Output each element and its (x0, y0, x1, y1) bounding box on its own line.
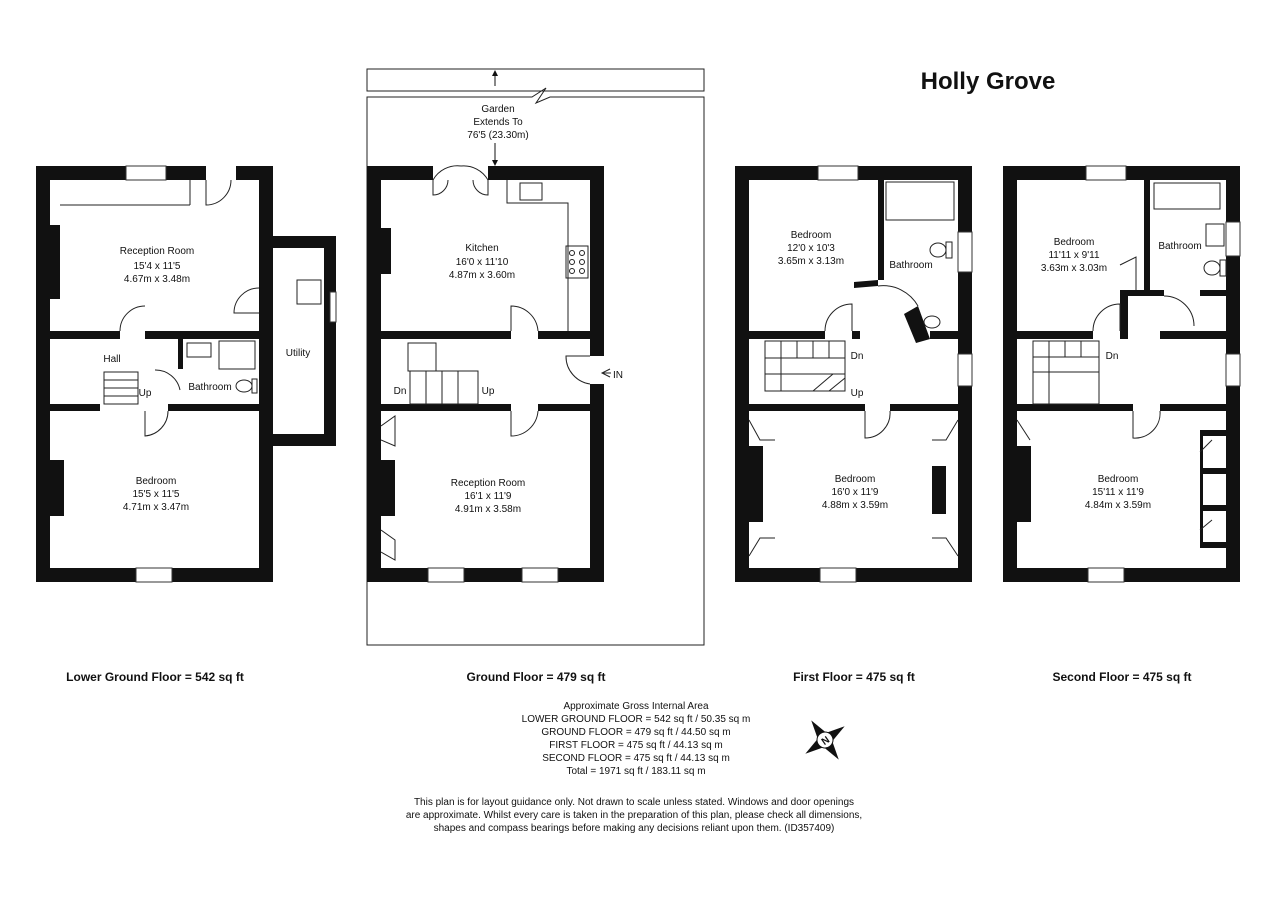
area-line-ground: GROUND FLOOR = 479 sq ft / 44.50 sq m (541, 727, 731, 738)
ff-up-label: Up (850, 388, 864, 399)
lg-bathroom-label: Bathroom (188, 382, 232, 393)
lg-up-label: Up (138, 388, 152, 399)
second-floor-label: Second Floor = 475 sq ft (1052, 670, 1192, 684)
gf-reception-metric: 4.91m x 3.58m (454, 504, 522, 515)
ff-bathroom-label: Bathroom (889, 260, 933, 271)
ground-floor-label: Ground Floor = 479 sq ft (466, 670, 606, 684)
ff-bedroom-front-metric: 4.88m x 3.59m (821, 500, 889, 511)
gf-dn-label: Dn (393, 386, 407, 397)
gf-kitchen-imperial: 16'0 x 11'10 (455, 257, 509, 268)
ground-floor-plan (367, 69, 704, 645)
gf-kitchen-name: Kitchen (465, 243, 499, 254)
lower-ground-floor-plan (36, 166, 336, 582)
first-floor-plan (735, 166, 972, 582)
sf-bedroom-front-imperial: 15'11 x 11'9 (1092, 487, 1144, 498)
ff-bedroom-front-name: Bedroom (834, 474, 876, 485)
compass-icon (792, 707, 859, 774)
lg-bedroom-name: Bedroom (135, 476, 177, 487)
garden-line3: 76'5 (23.30m) (467, 130, 529, 141)
area-line-lower-ground: LOWER GROUND FLOOR = 542 sq ft / 50.35 sq m (521, 714, 751, 725)
ff-bedroom-back-name: Bedroom (790, 230, 832, 241)
lg-reception-metric: 4.67m x 3.48m (123, 274, 191, 285)
sf-bedroom-back-imperial: 11'11 x 9'11 (1048, 250, 1100, 261)
sf-dn-label: Dn (1105, 351, 1119, 362)
lower-ground-floor-label: Lower Ground Floor = 542 sq ft (66, 670, 244, 684)
compass-north-label: N (819, 734, 832, 748)
area-heading: Approximate Gross Internal Area (563, 701, 709, 712)
garden-line2: Extends To (473, 117, 523, 128)
lg-bedroom-imperial: 15'5 x 11'5 (132, 489, 180, 500)
area-line-total: Total = 1971 sq ft / 183.11 sq m (566, 766, 706, 777)
lg-hall-label: Hall (103, 354, 121, 365)
gf-entrance-label: IN (613, 370, 623, 381)
lg-bedroom-metric: 4.71m x 3.47m (122, 502, 190, 513)
first-floor-label: First Floor = 475 sq ft (793, 670, 915, 684)
ff-dn-label: Dn (850, 351, 864, 362)
sf-bedroom-back-metric: 3.63m x 3.03m (1040, 263, 1108, 274)
disclaimer-line-3: shapes and compass bearings before making any decisions reliant upon them. (ID357409) (433, 823, 835, 834)
disclaimer-line-1: This plan is for layout guidance only. Not drawn to scale unless stated. Windows and door openings (413, 797, 855, 808)
sf-bedroom-front-metric: 4.84m x 3.59m (1084, 500, 1152, 511)
gf-reception-name: Reception Room (450, 478, 526, 489)
sf-bedroom-front-name: Bedroom (1097, 474, 1139, 485)
plan-title: Holly Grove (920, 68, 1056, 95)
ff-bedroom-back-imperial: 12'0 x 10'3 (787, 243, 835, 254)
gf-reception-imperial: 16'1 x 11'9 (464, 491, 512, 502)
area-line-first: FIRST FLOOR = 475 sq ft / 44.13 sq m (549, 740, 723, 751)
sf-bedroom-back-name: Bedroom (1053, 237, 1095, 248)
disclaimer-line-2: are approximate. Whilst every care is taken in the preparation of this plan, please check all dimensions, (405, 810, 863, 821)
garden-line1: Garden (481, 104, 515, 115)
ff-bedroom-front-imperial: 16'0 x 11'9 (831, 487, 879, 498)
lg-utility-label: Utility (285, 348, 311, 359)
lg-reception-name: Reception Room (119, 246, 195, 257)
lg-reception-imperial: 15'4 x 11'5 (133, 261, 181, 272)
second-floor-plan (1003, 166, 1240, 582)
sf-bathroom-label: Bathroom (1158, 241, 1202, 252)
area-line-second: SECOND FLOOR = 475 sq ft / 44.13 sq m (542, 753, 730, 764)
gf-kitchen-metric: 4.87m x 3.60m (448, 270, 516, 281)
gf-up-label: Up (481, 386, 495, 397)
ff-bedroom-back-metric: 3.65m x 3.13m (777, 256, 845, 267)
